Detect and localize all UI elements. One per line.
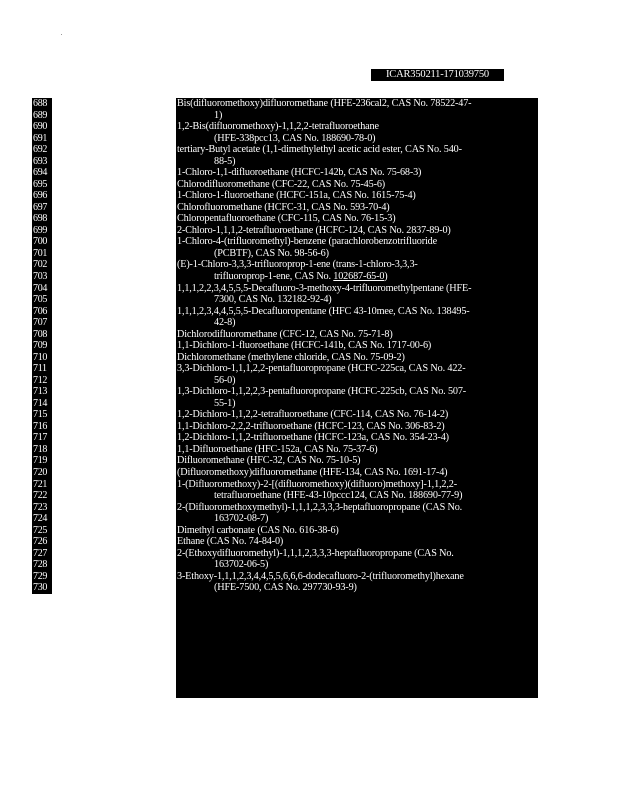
list-line: (E)-1-Chloro-3,3,3-trifluoroprop-1-ene (trans-1-chloro-3,3,3- xyxy=(177,259,418,271)
list-line: 55-1) xyxy=(214,397,236,409)
line-number: 721 xyxy=(32,479,52,491)
list-line: Dichloromethane (methylene chloride, CAS No. 75-09-2) xyxy=(177,351,405,363)
line-number: 704 xyxy=(32,283,52,295)
list-line: 163702-08-7) xyxy=(214,513,269,525)
line-number: 701 xyxy=(32,248,52,260)
list-line: Chloropentafluoroethane (CFC-115, CAS No. 76-15-3) xyxy=(177,213,396,225)
list-line: 7300, CAS No. 132182-92-4) xyxy=(214,294,332,306)
list-line: (HFE-338pcc13, CAS No. 188690-78-0) xyxy=(214,132,376,144)
line-number: 705 xyxy=(32,294,52,306)
line-number: 713 xyxy=(32,386,52,398)
list-line: 1-(Difluoromethoxy)-2-[(difluoromethoxy)(difluoro)methoxy]-1,1,2,2- xyxy=(177,478,457,490)
line-number: 715 xyxy=(32,409,52,421)
chemical-list xyxy=(176,98,538,698)
list-line xyxy=(176,271,538,283)
line-number: 709 xyxy=(32,340,52,352)
list-line: 3,3-Dichloro-1,1,1,2,2-pentafluoropropane (HCFC-225ca, CAS No. 422- xyxy=(177,363,466,375)
list-line: (HFE-7500, CAS No. 297730-93-9) xyxy=(214,582,357,594)
line-number: 724 xyxy=(32,513,52,525)
line-number: 727 xyxy=(32,548,52,560)
list-line: 1,1-Dichloro-1-fluoroethane (HCFC-141b, CAS No. 1717-00-6) xyxy=(177,340,432,352)
line-number: 689 xyxy=(32,110,52,122)
list-line: 1,1-Difluoroethane (HFC-152a, CAS No. 75-37-6) xyxy=(177,443,378,455)
line-number: 719 xyxy=(32,455,52,467)
line-number: 700 xyxy=(32,236,52,248)
list-line: Ethane (CAS No. 74-84-0) xyxy=(177,536,284,548)
line-number: 722 xyxy=(32,490,52,502)
line-number: 693 xyxy=(32,156,52,168)
line-number: 697 xyxy=(32,202,52,214)
list-line: tetrafluoroethane (HFE-43-10pccc124, CAS No. 188690-77-9) xyxy=(214,490,463,502)
line-number: 712 xyxy=(32,375,52,387)
list-line: 56-0) xyxy=(214,374,236,386)
line-number: 711 xyxy=(32,363,52,375)
list-line: 1,1,1,2,2,3,4,5,5,5-Decafluoro-3-methoxy-4-trifluoromethylpentane (HFE- xyxy=(177,282,472,294)
list-line: 1) xyxy=(214,109,223,121)
list-line: 2-(Ethoxydifluoromethyl)-1,1,1,2,3,3,3-heptafluoropropane (CAS No. xyxy=(177,547,454,559)
list-line: 42-8) xyxy=(214,317,236,329)
line-number: 725 xyxy=(32,525,52,537)
line-number: 702 xyxy=(32,259,52,271)
line-number: 716 xyxy=(32,421,52,433)
list-line: 1,1-Dichloro-2,2,2-trifluoroethane (HCFC-123, CAS No. 306-83-2) xyxy=(177,420,445,432)
line-number: 707 xyxy=(32,317,52,329)
line-number: 723 xyxy=(32,502,52,514)
list-line: 1-Chloro-1-fluoroethane (HCFC-151a, CAS No. 1615-75-4) xyxy=(177,190,416,202)
list-line: 2-Chloro-1,1,1,2-tetrafluoroethane (HCFC-124, CAS No. 2837-89-0) xyxy=(177,224,451,236)
line-number-column xyxy=(32,98,52,698)
line-number: 728 xyxy=(32,559,52,571)
list-line: Dichlorodifluoromethane (CFC-12, CAS No. 75-71-8) xyxy=(177,328,393,340)
line-number: 691 xyxy=(32,133,52,145)
line-number: 703 xyxy=(32,271,52,283)
list-line: (PCBTF), CAS No. 98-56-6) xyxy=(214,247,329,259)
line-number: 726 xyxy=(32,536,52,548)
list-line: 1-Chloro-1,1-difluoroethane (HCFC-142b, CAS No. 75-68-3) xyxy=(177,167,422,179)
line-number: 694 xyxy=(32,167,52,179)
line-number: 698 xyxy=(32,213,52,225)
line-number: 692 xyxy=(32,144,52,156)
line-number: 710 xyxy=(32,352,52,364)
list-line: 88-5) xyxy=(214,155,236,167)
line-number: 696 xyxy=(32,190,52,202)
line-number: 717 xyxy=(32,432,52,444)
list-line: 1-Chloro-4-(trifluoromethyl)-benzene (parachlorobenzotrifluoride xyxy=(177,236,437,248)
document-id: ICAR350211-171039750 xyxy=(371,69,504,81)
list-line: 3-Ethoxy-1,1,1,2,3,4,4,5,5,6,6,6-dodecafluoro-2-(trifluoromethyl)hexane xyxy=(177,570,464,582)
list-line: 1,2-Dichloro-1,1,2-trifluoroethane (HCFC-123a, CAS No. 354-23-4) xyxy=(177,432,449,444)
line-text: trifluoroprop-1-ene, CAS No. xyxy=(214,270,334,282)
line-tail: ) xyxy=(384,270,388,282)
list-line: 1,3-Dichloro-1,1,2,2,3-pentafluoropropane (HCFC-225cb, CAS No. 507- xyxy=(177,386,467,398)
line-number: 688 xyxy=(32,98,52,110)
line-number: 718 xyxy=(32,444,52,456)
list-line: Chlorofluoromethane (HCFC-31, CAS No. 593-70-4) xyxy=(177,201,390,213)
list-line: 1,2-Dichloro-1,1,2,2-tetrafluoroethane (CFC-114, CAS No. 76-14-2) xyxy=(177,409,449,421)
list-line: Bis(difluoromethoxy)difluoromethane (HFE-236cal2, CAS No. 78522-47- xyxy=(177,98,472,109)
line-number: 708 xyxy=(32,329,52,341)
list-line: (Difluoromethoxy)difluoromethane (HFE-134, CAS No. 1691-17-4) xyxy=(177,467,448,478)
line-number: 695 xyxy=(32,179,52,191)
scan-speck xyxy=(61,34,62,35)
list-line: Difluoromethane (HFC-32, CAS No. 75-10-5) xyxy=(177,455,361,467)
list-line: 1,1,1,2,3,4,4,5,5,5-Decafluoropentane (HFC 43-10mee, CAS No. 138495- xyxy=(177,305,470,317)
list-line: tertiary-Butyl acetate (1,1-dimethylethyl acetic acid ester, CAS No. 540- xyxy=(177,144,462,156)
line-number: 714 xyxy=(32,398,52,410)
line-number: 699 xyxy=(32,225,52,237)
line-number: 720 xyxy=(32,467,52,479)
list-line: Dimethyl carbonate (CAS No. 616-38-6) xyxy=(177,524,339,536)
line-number: 730 xyxy=(32,582,52,594)
cas-number-underlined: 102687-65-0 xyxy=(333,270,385,282)
list-line: 163702-06-5) xyxy=(214,559,269,571)
list-line: Chlorodifluoromethane (CFC-22, CAS No. 75-45-6) xyxy=(177,178,386,190)
list-line: 2-(Difluoromethoxymethyl)-1,1,1,2,3,3,3-heptafluoropropane (CAS No. xyxy=(177,501,463,513)
line-number: 729 xyxy=(32,571,52,583)
list-line: 1,2-Bis(difluoromethoxy)-1,1,2,2-tetrafluoroethane xyxy=(177,121,379,133)
line-number: 690 xyxy=(32,121,52,133)
line-number: 706 xyxy=(32,306,52,318)
